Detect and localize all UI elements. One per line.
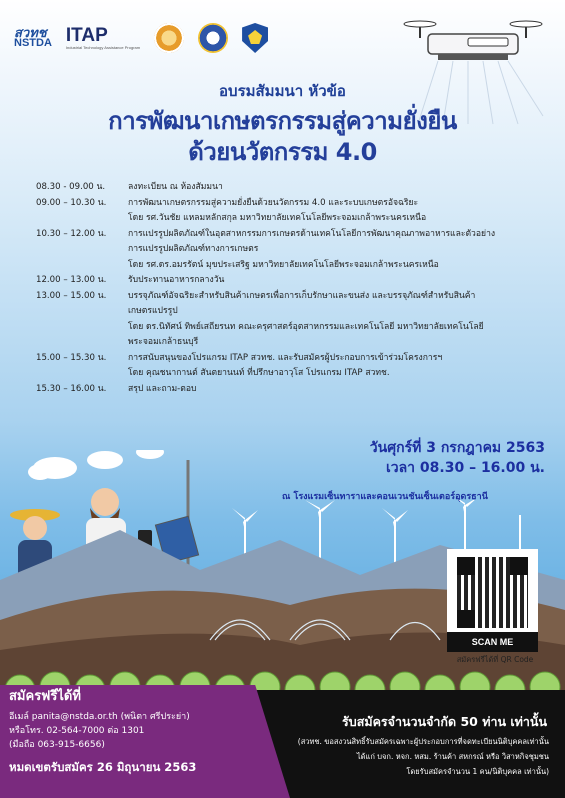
note-line-1: (สวทช. ขอสงวนสิทธิ์รับสมัครเฉพาะผู้ประกอบการที่จดทะเบียนนิติบุคคลเท่านั้น: [297, 737, 549, 746]
event-date-block: [370, 438, 545, 478]
schedule-time: 10.30 – 12.00 น.: [36, 228, 107, 239]
qr-code[interactable]: [447, 549, 538, 652]
schedule-row: [36, 382, 536, 398]
schedule-row: [36, 196, 536, 227]
schedule-detail: [128, 227, 536, 274]
schedule-detail: [128, 273, 536, 289]
schedule-time: 15.30 – 16.00 น.: [36, 383, 107, 394]
scan-me-label: SCAN ME: [447, 632, 538, 652]
contact-heading: สมัครฟรีได้ที่: [9, 689, 81, 704]
schedule-detail: [128, 351, 536, 382]
contact-phone[interactable]: หรือโทร. 02-564-7000 ต่อ 1301: [9, 726, 145, 736]
logo-strip: [14, 18, 268, 58]
schedule-line: การสนับสนุนของโปรแกรม ITAP สวทช. และรับสมัครผู้ประกอบการเข้าร่วมโครงการฯ: [128, 352, 443, 363]
qr-pattern: [457, 557, 528, 628]
schedule-row: [36, 273, 536, 289]
wind-turbine-icon: [232, 500, 478, 536]
contact-email[interactable]: อีเมล์ panita@nstda.or.th (พนิตา ศรีประย่า): [9, 712, 190, 722]
registration-limit: รับสมัครจำนวนจำกัด 50 ท่าน เท่านั้น: [342, 714, 547, 729]
schedule-time: 09.00 – 10.30 น.: [36, 197, 107, 208]
schedule-line: โดย รศ.วันชัย แหลมหลักสกุล มหาวิทยาลัยเทคโนโลยีพระจอมเกล้าพระนครเหนือ: [128, 213, 427, 223]
contact-info: [9, 690, 196, 774]
schedule-row: [36, 351, 536, 382]
event-date: วันศุกร์ที่ 3 กรกฎาคม 2563: [369, 440, 545, 456]
schedule-detail: [128, 382, 536, 398]
schedule-line: การแปรรูปผลิตภัณฑ์ทางการเกษตร: [128, 244, 259, 254]
schedule-time: 15.00 – 15.30 น.: [36, 352, 107, 363]
schedule-line: สรุป และถาม-ตอบ: [128, 383, 197, 394]
schedule-line: บรรจุภัณฑ์อัจฉริยะสำหรับสินค้าเกษตรเพื่อการเก็บรักษาและขนส่ง และบรรจุภัณฑ์สำหรับสินค้า: [128, 290, 476, 301]
event-venue: ณ โรงแรมเซ็นทาราและคอนเวนชันเซ็นเตอร์อุดรธานี: [282, 492, 488, 502]
schedule-line: โดย รศ.ดร.อมรรัตน์ มุขประเสริฐ มหาวิทยาลัยเทคโนโลยีพระจอมเกล้าพระนครเหนือ: [128, 259, 439, 270]
schedule-table: [36, 180, 536, 397]
registration-notes: [298, 734, 549, 779]
schedule-detail: [128, 180, 536, 196]
contact-mobile[interactable]: (มือถือ 063-915-6656): [9, 740, 105, 750]
schedule-line: การแปรรูปผลิตภัณฑ์ในอุตสาหกรรมการเกษตรด้านเทคโนโลยีการพัฒนาคุณภาพอาหารและตัวอย่าง: [128, 228, 496, 239]
event-time: เวลา 08.30 – 16.00 น.: [385, 460, 545, 476]
schedule-time: 08.30 - 09.00 น.: [36, 182, 106, 192]
schedule-line: รับประทานอาหารกลางวัน: [128, 275, 225, 285]
title-line-2: ด้วยนวัตกรรม 4.0: [188, 138, 377, 166]
schedule-line: โดย คุณชนากานต์ สันตยานนท์ ที่ปรึกษาอาวุโส โปรแกรม ITAP สวทช.: [128, 368, 390, 378]
title-line-1: การพัฒนาเกษตรกรรมสู่ความยั่งยืน: [108, 107, 457, 135]
schedule-line: เกษตรแปรรูป: [128, 306, 178, 316]
seminar-label: อบรมสัมมนา หัวข้อ: [219, 82, 346, 100]
schedule-time: 13.00 – 15.00 น.: [36, 290, 107, 301]
schedule-detail: [128, 289, 536, 351]
schedule-line: ลงทะเบียน ณ ห้องสัมมนา: [128, 182, 223, 192]
seal-logo-1: [154, 23, 184, 53]
note-line-3: โดยรับสมัครจำนวน 1 คน/นิติบุคคล เท่านั้น): [406, 767, 549, 776]
schedule-time: 12.00 – 13.00 น.: [36, 275, 107, 285]
nstda-logo: สวทช NSTDA: [14, 25, 52, 49]
schedule-detail: [128, 196, 536, 227]
qr-caption: สมัครฟรีได้ที่ QR Code: [456, 655, 534, 664]
registration-deadline: หมดเขตรับสมัคร 26 มิถุนายน 2563: [9, 760, 197, 774]
itap-logo: ITAP Industrial Technology Assistance Program: [65, 24, 141, 50]
seal-logo-2: [198, 23, 228, 53]
schedule-row: [36, 180, 536, 196]
shield-logo: [242, 23, 268, 53]
schedule-line: พระจอมเกล้าธนบุรี: [128, 337, 199, 347]
schedule-row: [36, 227, 536, 274]
schedule-line: การพัฒนาเกษตรกรรมสู่ความยั่งยืนด้วยนวัตกรรม 4.0 และระบบเกษตรอัจฉริยะ: [128, 197, 419, 208]
schedule-line: โดย ดร.นิทัศน์ ทิพย์เสถียรนท คณะครุศาสตร์อุตสาหกรรมและเทคโนโลยี มหาวิทยาลัยเทคโนโลยี: [128, 321, 484, 332]
note-line-2: ได้แก่ บจก. หจก. หสม. ร้านค้า สหกรณ์ หรือ วิสาหกิจชุมชน: [356, 752, 549, 761]
schedule-row: [36, 289, 536, 351]
cloud-icon: [28, 450, 164, 480]
